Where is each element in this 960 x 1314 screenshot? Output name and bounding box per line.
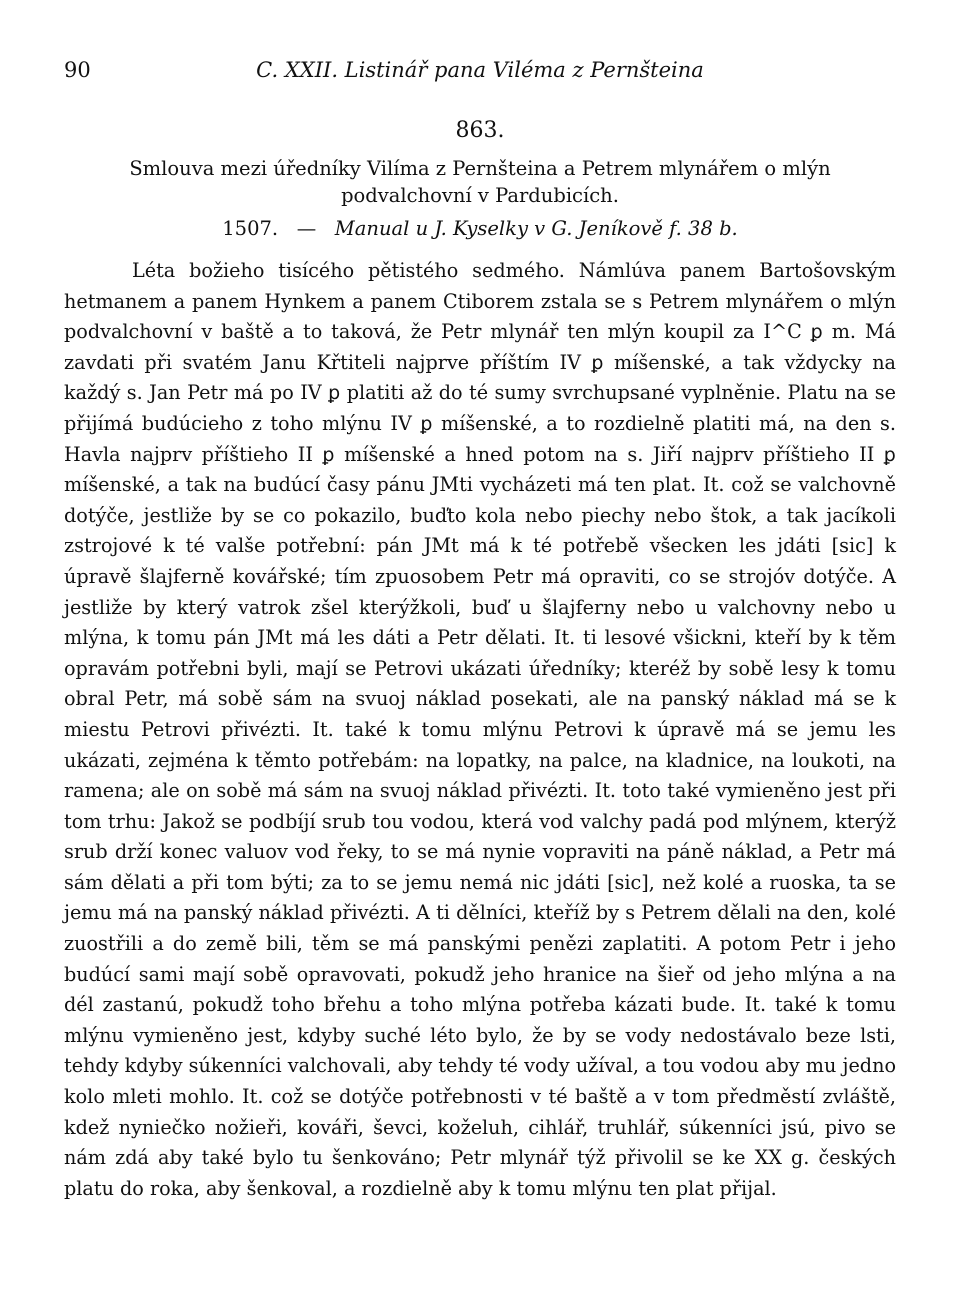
running-head: C. XXII. Listinář pana Viléma z Pernšteina	[256, 58, 704, 82]
source-line	[0, 215, 960, 243]
source-reference: Manual u J. Kyselky v G. Jeníkově f. 38 b.	[334, 217, 738, 240]
document-title: Smlouva mezi úředníky Vilíma z Pernšteina a Petrem mlynářem o mlýn podvalchovní v Pardubicích.	[129, 157, 831, 207]
body-text: Léta božieho tisícého pětistého sedmého. Námlúva panem Bartošovským hetmanem a panem Hynkem a panem Ctiborem zstala se s Petrem mlynářem o mlýn podvalchovní v baště a to taková, že Petr mlynář ten mlýn koupil za I^C ꝑ m. Má zavdati při svatém Janu Křtiteli najprve příštím IV ꝑ míšenské, a tak vždycky na každý s. Jan Petr má po IV ꝑ platiti až do té sumy svrchupsané vyplněnie. Platu na se přijímá budúcieho z toho mlýnu IV ꝑ míšenské, a to rozdielně platiti má, na den s. Havla najprv příštieho II ꝑ míšenské a hned potom na s. Jiří najprv příštieho II ꝑ míšenské, a tak na budúcí časy pánu JMti vycházeti má ten plat. It. což se valchovně dotýče, jestliže by se co pokazilo, buďto kola nebo piechy nebo štok, a tak jacíkoli zstrojové k té valše potřební: pán JMt má k té potřebě všecken les jdáti [sic] k úpravě šlajferně kovářské; tím zpuosobem Petr má opraviti, co se strojóv dotýče. A jestliže by který vatrok zšel kterýžkoli, buď u šlajferny nebo u valchovny nebo u mlýna, k tomu pán JMt má les dáti a Petr dělati. It. ti lesové všickni, kteří by k těm opravám potřebni byli, mají se Petrovi ukázati úředníky; kteréž by sobě lesy k tomu obral Petr, má sobě sám na svuoj náklad posekati, ale na panský náklad má se k miestu Petrovi přivézti. It. také k tomu mlýnu Petrovi k úpravě má se jemu les ukázati, zejména k těmto potřebám: na lopatky, na palce, na kladnice, na loukoti, na ramena; ale on sobě má sám na svuoj náklad přivézti. It. toto také vymieněno jest při tom trhu: Jakož se podbíjí srub tou vodou, která vod valchy padá pod mlýnem, kterýž srub drží konec valuov vod řeky, to se má nynie vopraviti na páně náklad, a Petr má sám dělati a při tom býti; za to se jemu nemá nic jdáti [sic], než kolé a ruoska, ta se jemu má na panský náklad přivézti. A ti dělníci, kteříž by s Petrem dělali na den, kolé zuostřili a do země bili, těm se má panskými penězi zaplatiti. A potom Petr i jeho budúcí sami mají sobě opravovati, pokudž jeho hranice na šieř od jeho mlýna a na dél zastanú, pokudž toho břehu a toho mlýna potřeba kázati bude. It. také k tomu mlýnu vymieněno jest, kdyby suché léto bylo, že by se vody nedostávalo beze lsti, tehdy kdyby súkenníci valchovali, aby tehdy té vody užíval, a tou vodou aby mu jedno kolo mleti mohlo. It. což se dotýče potřebnosti v té baště a v tom předměstí zvláště, kdež nyniečko nožieři, kováři, ševci, koželuh, cihlář, truhlář, súkenníci jsú, pivo se nám zdá aby také bylo tu šenkováno; Petr mlynář týž přivolil se ke XX g. českých platu do roka, aby šenkoval, a rozdielně aby k tomu mlýnu ten plat přijal.	[64, 259, 896, 1200]
document-number: 863.	[455, 118, 505, 143]
source-dash: —	[296, 217, 317, 240]
source-date: 1507.	[222, 217, 279, 240]
page-number: 90	[64, 58, 91, 82]
